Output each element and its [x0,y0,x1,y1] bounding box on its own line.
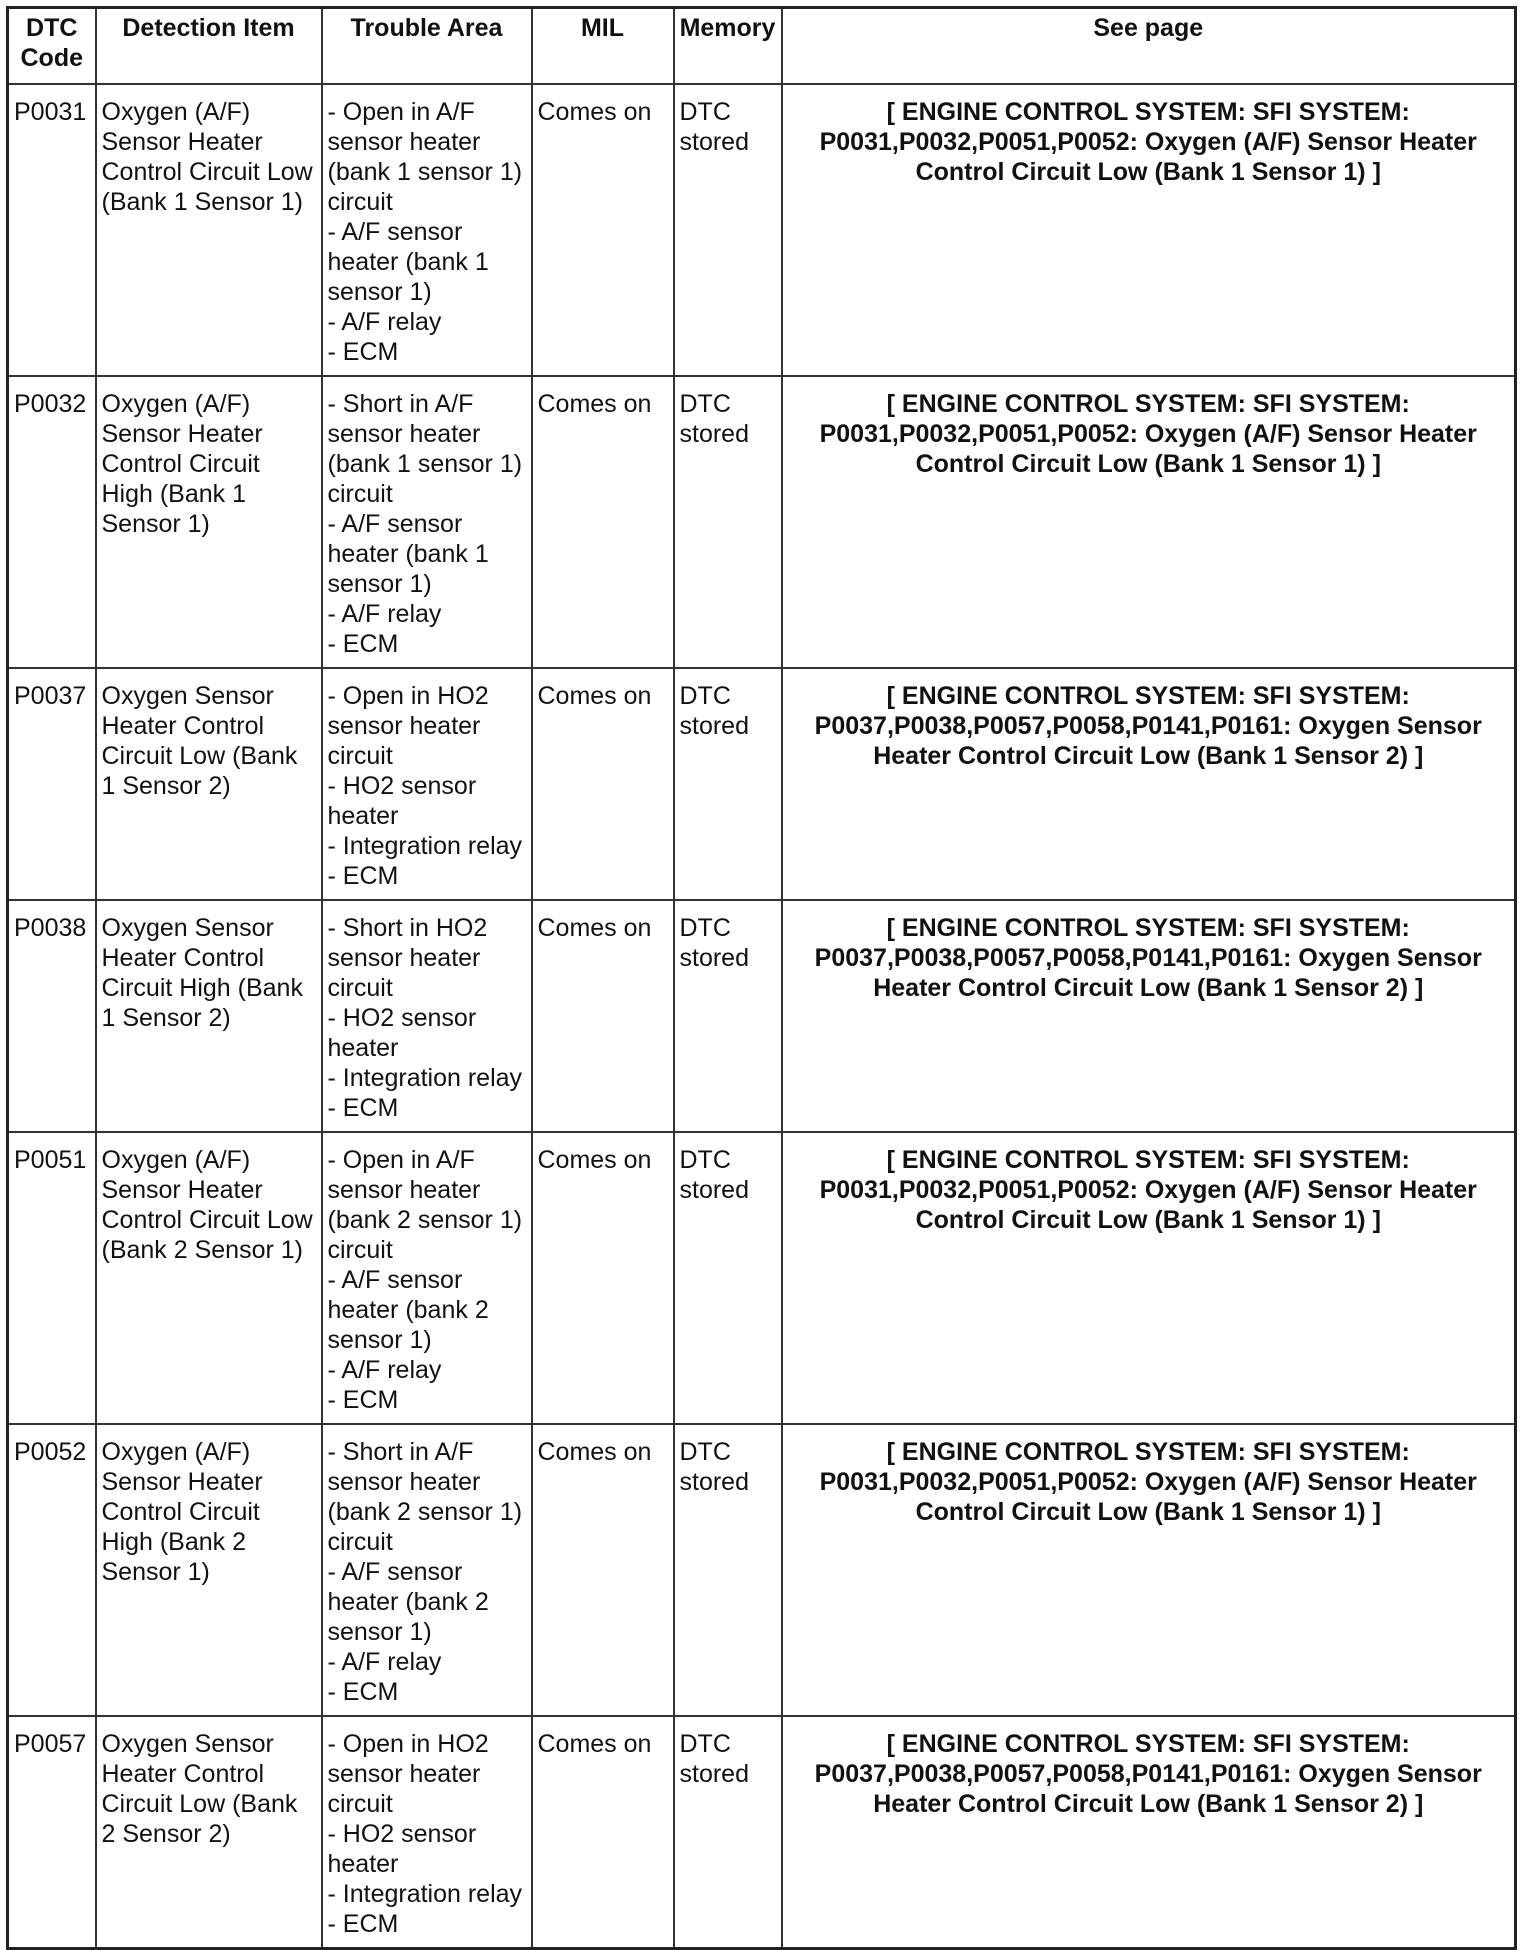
trouble-area-line: - A/F sensor heater (bank 2 sensor 1) [327,1558,489,1646]
mil-cell: Comes on [532,1424,674,1716]
mil-cell: Comes on [532,900,674,1132]
trouble-area-line: - A/F relay [327,308,442,336]
trouble-area-cell [322,1132,532,1424]
memory-cell: DTC stored [674,900,782,1132]
table-row [8,376,1516,668]
detection-item-cell: Oxygen (A/F) Sensor Heater Control Circuit High (Bank 1 Sensor 1) [96,376,322,668]
trouble-area-line: - Open in A/F sensor heater (bank 2 sensor 1) circuit [327,1146,523,1264]
trouble-area-cell [322,668,532,900]
trouble-area-line: - A/F relay [327,600,442,628]
trouble-area-cell [322,376,532,668]
header-row [8,8,1516,85]
detection-item-cell: Oxygen Sensor Heater Control Circuit Low (Bank 2 Sensor 2) [96,1716,322,1949]
memory-cell: DTC stored [674,668,782,900]
table-row [8,668,1516,900]
mil-cell: Comes on [532,1716,674,1949]
trouble-area-line: - ECM [327,1678,399,1706]
mil-cell: Comes on [532,84,674,376]
trouble-area-line: - Short in A/F sensor heater (bank 2 sensor 1) circuit [327,1438,523,1556]
table-row [8,900,1516,1132]
dtc-code-cell: P0052 [8,1424,96,1716]
see-page-link[interactable]: [ ENGINE CONTROL SYSTEM: SFI SYSTEM: P0031,P0032,P0051,P0052: Oxygen (A/F) Sensor Heater Control Circuit Low (Bank 1 Sensor 1) ] [782,1132,1516,1424]
memory-cell: DTC stored [674,84,782,376]
trouble-area-line: - Integration relay [327,832,523,860]
dtc-table [6,6,1517,1950]
trouble-area-line: - ECM [327,338,399,366]
trouble-area-line: - ECM [327,1094,399,1122]
trouble-area-cell [322,1424,532,1716]
dtc-code-cell: P0037 [8,668,96,900]
trouble-area-line: - A/F sensor heater (bank 2 sensor 1) [327,1266,489,1354]
memory-cell: DTC stored [674,376,782,668]
dtc-code-cell: P0038 [8,900,96,1132]
see-page-link[interactable]: [ ENGINE CONTROL SYSTEM: SFI SYSTEM: P0037,P0038,P0057,P0058,P0141,P0161: Oxygen Sensor Heater Control Circuit Low (Bank 1 Sensor 2) ] [782,668,1516,900]
dtc-code-cell: P0057 [8,1716,96,1949]
trouble-area-line: - ECM [327,630,399,658]
dtc-code-cell: P0032 [8,376,96,668]
memory-cell: DTC stored [674,1424,782,1716]
trouble-area-cell [322,84,532,376]
trouble-area-line: - Integration relay [327,1880,523,1908]
trouble-area-line: - A/F relay [327,1648,442,1676]
table-row [8,1424,1516,1716]
see-page-link[interactable]: [ ENGINE CONTROL SYSTEM: SFI SYSTEM: P0037,P0038,P0057,P0058,P0141,P0161: Oxygen Sensor Heater Control Circuit Low (Bank 1 Sensor 2) ] [782,900,1516,1132]
trouble-area-line: - HO2 sensor heater [327,1820,477,1878]
trouble-area-line: - Open in A/F sensor heater (bank 1 sensor 1) circuit [327,98,523,216]
memory-cell: DTC stored [674,1716,782,1949]
trouble-area-line: - ECM [327,1386,399,1414]
header-memory: Memory [674,8,782,85]
memory-cell: DTC stored [674,1132,782,1424]
trouble-area-cell [322,900,532,1132]
header-dtc-code: DTC Code [8,8,96,85]
trouble-area-line: - Short in A/F sensor heater (bank 1 sensor 1) circuit [327,390,523,508]
detection-item-cell: Oxygen Sensor Heater Control Circuit High (Bank 1 Sensor 2) [96,900,322,1132]
trouble-area-line: - A/F sensor heater (bank 1 sensor 1) [327,510,489,598]
detection-item-cell: Oxygen (A/F) Sensor Heater Control Circuit Low (Bank 1 Sensor 1) [96,84,322,376]
trouble-area-line: - ECM [327,1910,399,1938]
mil-cell: Comes on [532,1132,674,1424]
trouble-area-line: - A/F relay [327,1356,442,1384]
trouble-area-line: - Integration relay [327,1064,523,1092]
trouble-area-line: - Open in HO2 sensor heater circuit [327,682,489,770]
see-page-link[interactable]: [ ENGINE CONTROL SYSTEM: SFI SYSTEM: P0031,P0032,P0051,P0052: Oxygen (A/F) Sensor Heater Control Circuit Low (Bank 1 Sensor 1) ] [782,1424,1516,1716]
see-page-link[interactable]: [ ENGINE CONTROL SYSTEM: SFI SYSTEM: P0037,P0038,P0057,P0058,P0141,P0161: Oxygen Sensor Heater Control Circuit Low (Bank 1 Sensor 2) ] [782,1716,1516,1949]
mil-cell: Comes on [532,668,674,900]
table-row [8,84,1516,376]
detection-item-cell: Oxygen Sensor Heater Control Circuit Low (Bank 1 Sensor 2) [96,668,322,900]
header-trouble-area: Trouble Area [322,8,532,85]
detection-item-cell: Oxygen (A/F) Sensor Heater Control Circuit High (Bank 2 Sensor 1) [96,1424,322,1716]
header-detection-item: Detection Item [96,8,322,85]
table-row [8,1132,1516,1424]
trouble-area-line: - HO2 sensor heater [327,1004,477,1062]
detection-item-cell: Oxygen (A/F) Sensor Heater Control Circuit Low (Bank 2 Sensor 1) [96,1132,322,1424]
table-row [8,1716,1516,1949]
trouble-area-line: - ECM [327,862,399,890]
mil-cell: Comes on [532,376,674,668]
trouble-area-line: - HO2 sensor heater [327,772,477,830]
see-page-link[interactable]: [ ENGINE CONTROL SYSTEM: SFI SYSTEM: P0031,P0032,P0051,P0052: Oxygen (A/F) Sensor Heater Control Circuit Low (Bank 1 Sensor 1) ] [782,84,1516,376]
trouble-area-line: - Open in HO2 sensor heater circuit [327,1730,489,1818]
header-see-page: See page [782,8,1516,85]
trouble-area-line: - Short in HO2 sensor heater circuit [327,914,488,1002]
dtc-code-cell: P0031 [8,84,96,376]
trouble-area-cell [322,1716,532,1949]
see-page-link[interactable]: [ ENGINE CONTROL SYSTEM: SFI SYSTEM: P0031,P0032,P0051,P0052: Oxygen (A/F) Sensor Heater Control Circuit Low (Bank 1 Sensor 1) ] [782,376,1516,668]
trouble-area-line: - A/F sensor heater (bank 1 sensor 1) [327,218,489,306]
header-mil: MIL [532,8,674,85]
dtc-code-cell: P0051 [8,1132,96,1424]
